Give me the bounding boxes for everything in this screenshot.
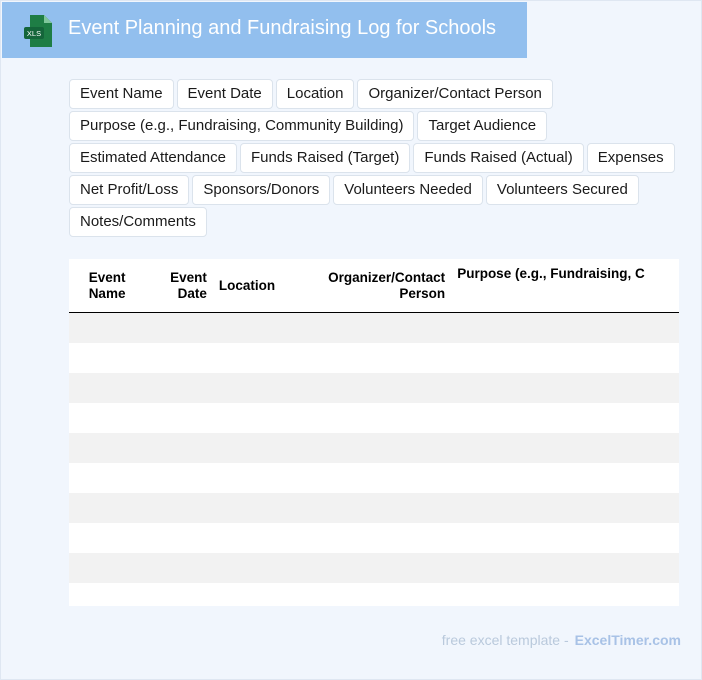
table-row (69, 343, 679, 373)
table-cell[interactable] (69, 583, 145, 606)
table-cell[interactable] (213, 463, 295, 493)
table-cell[interactable] (213, 493, 295, 523)
table-cell[interactable] (145, 523, 213, 553)
column-tag: Organizer/Contact Person (357, 79, 552, 109)
column-tag-list (69, 79, 679, 239)
column-tag: Location (276, 79, 355, 109)
column-tag: Volunteers Needed (333, 175, 483, 205)
table-cell[interactable] (213, 403, 295, 433)
table-cell[interactable] (295, 343, 451, 373)
column-tag: Expenses (587, 143, 675, 173)
table-row (69, 313, 679, 344)
table-row (69, 373, 679, 403)
table-cell[interactable] (145, 583, 213, 606)
table-row (69, 493, 679, 523)
column-tag: Sponsors/Donors (192, 175, 330, 205)
table-cell[interactable] (69, 523, 145, 553)
table-cell[interactable] (451, 583, 679, 606)
table-cell[interactable] (69, 343, 145, 373)
title-bar (2, 2, 527, 58)
column-tag: Notes/Comments (69, 207, 207, 237)
table-cell[interactable] (69, 373, 145, 403)
table-cell[interactable] (451, 343, 679, 373)
column-tag: Target Audience (417, 111, 547, 141)
table-cell[interactable] (145, 463, 213, 493)
table-header-row (69, 259, 679, 313)
table-cell[interactable] (145, 493, 213, 523)
header-event-date: Event Date (145, 259, 213, 313)
table-cell[interactable] (295, 583, 451, 606)
column-tag: Event Name (69, 79, 174, 109)
table-cell[interactable] (451, 463, 679, 493)
excel-file-icon (24, 15, 52, 47)
table-row (69, 583, 679, 606)
column-tag: Event Date (177, 79, 273, 109)
table-cell[interactable] (213, 373, 295, 403)
header-location: Location (213, 259, 295, 313)
page-title: Event Planning and Fundraising Log for Schools (68, 17, 497, 39)
excel-file-icon-label: XLS (26, 29, 42, 38)
column-tag: Funds Raised (Target) (240, 143, 410, 173)
table-cell[interactable] (213, 343, 295, 373)
table-cell[interactable] (69, 553, 145, 583)
table-cell[interactable] (145, 433, 213, 463)
column-tag: Net Profit/Loss (69, 175, 189, 205)
footer-credit (442, 632, 681, 648)
table-cell[interactable] (145, 403, 213, 433)
table-cell[interactable] (295, 433, 451, 463)
column-tag: Volunteers Secured (486, 175, 639, 205)
table-row (69, 463, 679, 493)
table-cell[interactable] (295, 313, 451, 344)
table-cell[interactable] (451, 553, 679, 583)
table-cell[interactable] (295, 463, 451, 493)
table-cell[interactable] (69, 313, 145, 344)
table-cell[interactable] (451, 523, 679, 553)
table-cell[interactable] (69, 403, 145, 433)
table-cell[interactable] (213, 523, 295, 553)
table-cell[interactable] (145, 553, 213, 583)
table-row (69, 553, 679, 583)
table-cell[interactable] (213, 313, 295, 344)
header-event-name: Event Name (69, 259, 145, 313)
footer-brand-link[interactable]: ExcelTimer.com (574, 632, 681, 648)
table-cell[interactable] (451, 373, 679, 403)
header-organizer: Organizer/Contact Person (295, 259, 451, 313)
table-cell[interactable] (451, 403, 679, 433)
table-cell[interactable] (295, 493, 451, 523)
table-row (69, 403, 679, 433)
table-cell[interactable] (451, 313, 679, 344)
table-cell[interactable] (213, 583, 295, 606)
column-tag: Estimated Attendance (69, 143, 237, 173)
table-cell[interactable] (145, 373, 213, 403)
table-cell[interactable] (69, 493, 145, 523)
table-cell[interactable] (295, 403, 451, 433)
table-cell[interactable] (213, 553, 295, 583)
table-cell[interactable] (69, 433, 145, 463)
table-cell[interactable] (69, 463, 145, 493)
table-row (69, 433, 679, 463)
column-tag: Purpose (e.g., Fundraising, Community Building) (69, 111, 414, 141)
footer-lead-text: free excel template - (441, 632, 569, 648)
table-cell[interactable] (451, 433, 679, 463)
table-cell[interactable] (213, 433, 295, 463)
log-table (69, 259, 679, 606)
column-tag: Funds Raised (Actual) (413, 143, 583, 173)
table-cell[interactable] (451, 493, 679, 523)
table-cell[interactable] (145, 313, 213, 344)
header-purpose: Purpose (e.g., Fundraising, C (451, 259, 679, 313)
table-cell[interactable] (145, 343, 213, 373)
table-cell[interactable] (295, 523, 451, 553)
table-row (69, 523, 679, 553)
table-cell[interactable] (295, 553, 451, 583)
table-cell[interactable] (295, 373, 451, 403)
